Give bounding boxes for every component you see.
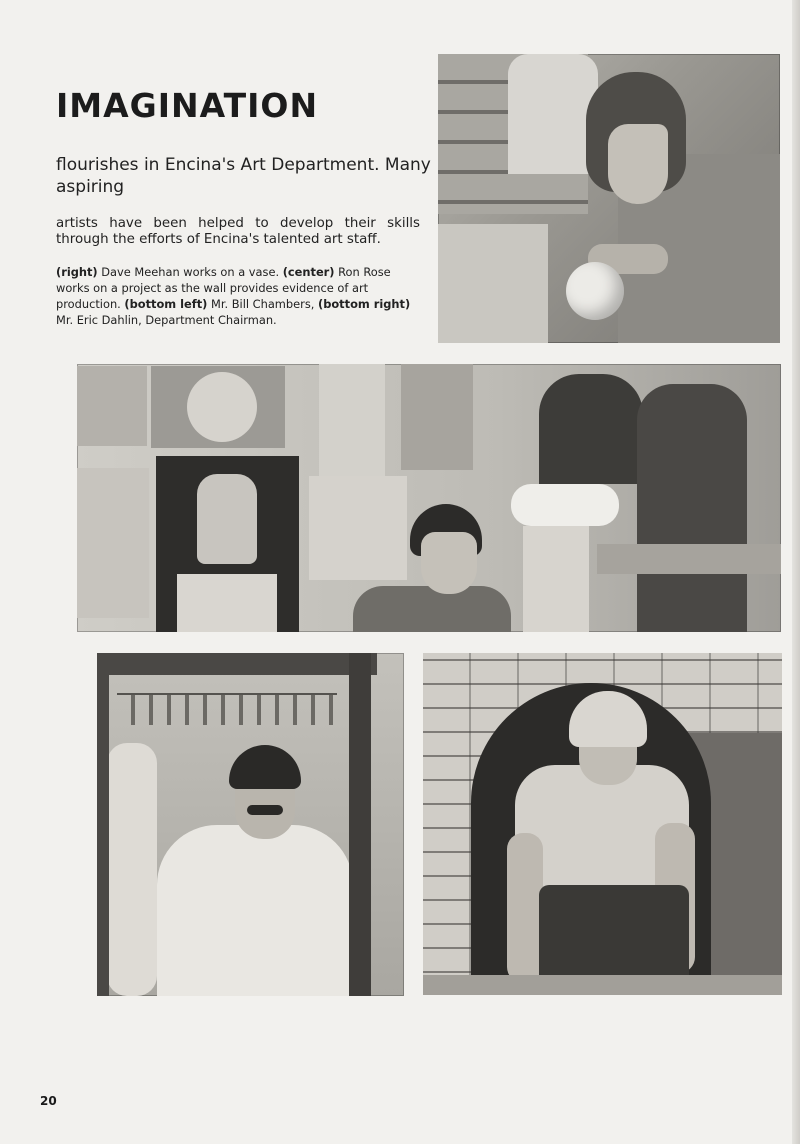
paper-roll (511, 484, 619, 526)
wall-artwork (401, 364, 473, 470)
student-face (608, 124, 668, 204)
work-table (438, 224, 548, 343)
wooden-frame (349, 653, 371, 996)
work-table (597, 544, 781, 574)
caption-label-bottom-left: (bottom left) (124, 297, 208, 311)
teacher-hair (229, 745, 301, 789)
caption-label-bottom-right: (bottom right) (318, 297, 411, 311)
caption-text-center: Ron Rose works on a project as the wall provides evidence of art production. (56, 265, 391, 311)
caption-text-bottom-right: Mr. Eric Dahlin, Department Chairman. (56, 313, 277, 327)
photo-art-room (77, 364, 781, 632)
vase (566, 262, 624, 320)
painted-collar (177, 574, 277, 632)
photo-student-vase (438, 54, 780, 343)
wall-artwork (77, 366, 147, 446)
teacher-arm (507, 833, 543, 983)
caption-text-right: Dave Meehan works on a vase. (97, 265, 283, 279)
wooden-frame (97, 653, 109, 996)
caption-label-right: (right) (56, 265, 98, 279)
wall-artwork (309, 476, 407, 580)
background-student (508, 54, 598, 174)
photo-caption (56, 264, 422, 328)
fabric-drape (107, 743, 157, 996)
caption-label-center: (center) (282, 265, 335, 279)
page-edge (792, 0, 800, 1144)
wall-artwork (77, 468, 149, 618)
page-number: 20 (40, 1094, 57, 1108)
painted-face (187, 372, 257, 442)
body-paragraph: artists have been helped to develop their skills through the efforts of Encina's talented art staff. (56, 216, 420, 247)
painted-fist (197, 474, 257, 564)
student-face (421, 532, 477, 594)
photo-eric-dahlin-kiln (423, 653, 782, 995)
lead-paragraph: flourishes in Encina's Art Department. Many aspiring (56, 155, 431, 197)
wall-artwork (319, 364, 385, 476)
kiln-floor (423, 975, 782, 995)
student-working (539, 374, 643, 484)
caption-text-bottom-left: Mr. Bill Chambers, (207, 297, 318, 311)
teacher-jeans (539, 885, 689, 985)
bin (523, 526, 589, 632)
mustache (247, 805, 283, 815)
smock (157, 825, 353, 996)
clothespins (117, 695, 337, 725)
photo-bill-chambers (97, 653, 404, 996)
wooden-frame (97, 653, 377, 675)
student-working (637, 384, 747, 632)
headline: IMAGINATION (56, 86, 319, 125)
student-jacket (353, 586, 511, 632)
